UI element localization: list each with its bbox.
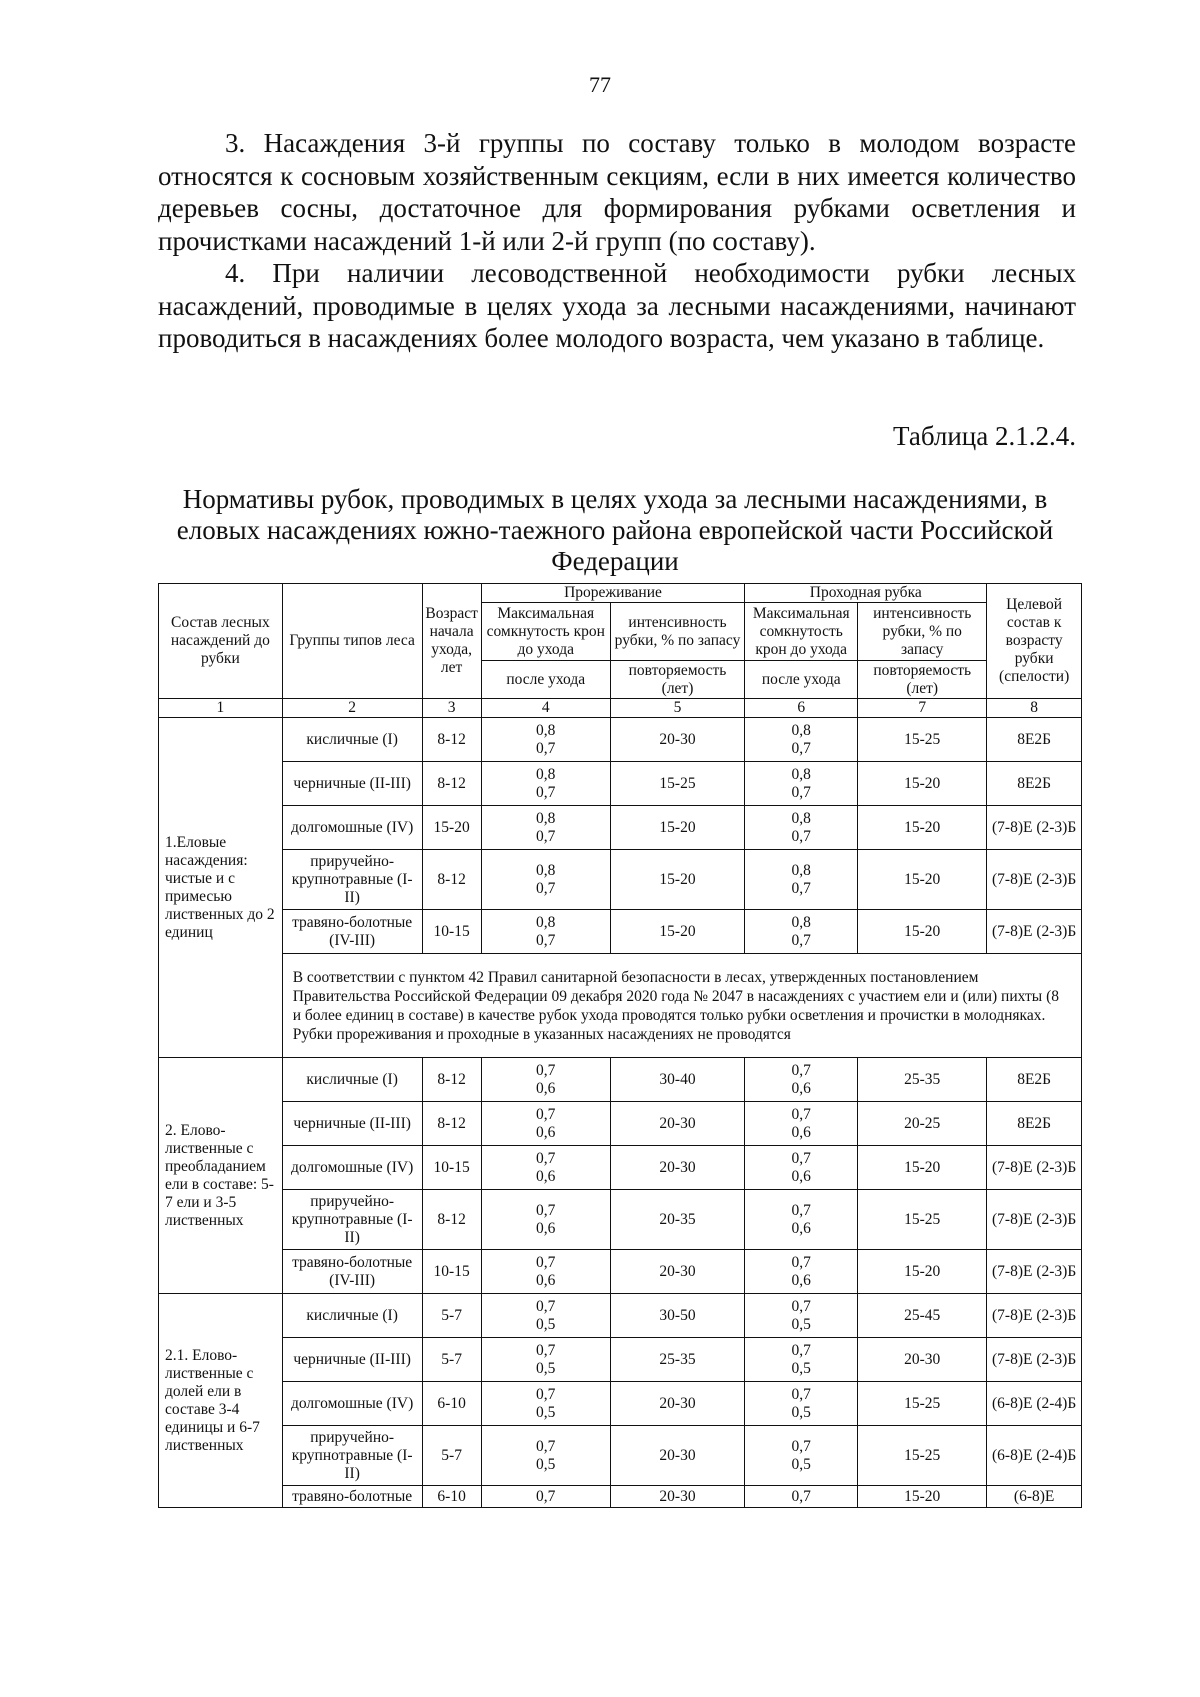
start-age: 5-7	[422, 1426, 481, 1486]
intensity: 25-35	[610, 1338, 744, 1382]
density-before: 0,7	[791, 1201, 811, 1219]
start-age: 6-10	[422, 1486, 481, 1508]
forest-type: приручейно-крупнотравные (I-II)	[282, 1426, 422, 1486]
density-after: 0,6	[536, 1271, 556, 1289]
density-cell	[481, 1426, 610, 1486]
density-cell	[481, 1294, 610, 1338]
target-composition: (7-8)Е (2-3)Б	[987, 1294, 1082, 1338]
target-composition: 8Е2Б	[987, 1058, 1082, 1102]
intensity: 15-20	[858, 1486, 987, 1508]
group-label-3: 2.1. Елово-лиственные с долей ели в составе 3-4 единицы и 6-7 лиственных	[159, 1294, 283, 1508]
density-cell	[745, 762, 858, 806]
target-composition: (7-8)Е (2-3)Б	[987, 910, 1082, 954]
density-after: 0,7	[536, 783, 556, 801]
table-title: Нормативы рубок, проводимых в целях ухода за лесными насаждениями, в еловых насаждениях южно-таежного района европейской части Российской Федерации	[176, 484, 1054, 576]
density-cell	[745, 1382, 858, 1426]
intensity: 20-30	[610, 1426, 744, 1486]
density-after: 0,6	[791, 1219, 811, 1237]
density-before: 0,7	[536, 1341, 556, 1359]
intensity: 15-25	[858, 1426, 987, 1486]
header-composition: Состав лесных насаждений до рубки	[159, 584, 283, 699]
forest-type: травяно-болотные (IV-III)	[282, 910, 422, 954]
col-number: 2	[282, 699, 422, 718]
table-row	[159, 1426, 1082, 1486]
density-before: 0,7	[791, 1149, 811, 1167]
density-after: 0,7	[791, 827, 811, 845]
forest-type: черничные (II-III)	[282, 1338, 422, 1382]
table-row	[159, 1486, 1082, 1508]
density-before: 0,8	[536, 809, 556, 827]
norms-table	[158, 583, 1082, 1508]
density-cell	[745, 1294, 858, 1338]
intensity: 15-25	[858, 1190, 987, 1250]
col-number: 3	[422, 699, 481, 718]
density-before: 0,7	[536, 1201, 556, 1219]
density-after: 0,6	[791, 1123, 811, 1141]
intensity: 20-30	[610, 1146, 744, 1190]
density-before: 0,8	[791, 809, 811, 827]
table-row	[159, 910, 1082, 954]
intensity: 15-25	[858, 718, 987, 762]
intensity: 20-30	[610, 1250, 744, 1294]
col-number: 6	[745, 699, 858, 718]
density-before: 0,8	[536, 913, 556, 931]
intensity: 20-30	[610, 1486, 744, 1508]
density-after: 0,5	[791, 1315, 811, 1333]
density-after: 0,5	[536, 1455, 556, 1473]
density-cell	[481, 1338, 610, 1382]
density-before: 0,7	[536, 1297, 556, 1315]
density-after: 0,7	[536, 931, 556, 949]
density-before: 0,8	[791, 861, 811, 879]
intensity: 25-35	[858, 1058, 987, 1102]
density-before: 0,7	[536, 1385, 556, 1403]
header-row-1	[159, 584, 1082, 603]
density-cell	[481, 1102, 610, 1146]
intensity: 20-30	[610, 1102, 744, 1146]
start-age: 8-12	[422, 1102, 481, 1146]
intensity: 15-20	[610, 850, 744, 910]
table-row	[159, 850, 1082, 910]
density-before: 0,7	[791, 1385, 811, 1403]
header-numbers-row	[159, 699, 1082, 718]
density-after: 0,5	[791, 1455, 811, 1473]
intensity: 15-20	[858, 1146, 987, 1190]
density-cell	[481, 910, 610, 954]
start-age: 15-20	[422, 806, 481, 850]
table-row	[159, 1146, 1082, 1190]
density-before: 0,7	[536, 1149, 556, 1167]
density-cell	[745, 1146, 858, 1190]
density-after: 0,7	[536, 827, 556, 845]
header-max-density-passage: Максимальная сомкнутость крон до ухода	[745, 603, 858, 661]
density-before: 0,8	[791, 765, 811, 783]
density-cell	[481, 1190, 610, 1250]
col-number: 4	[481, 699, 610, 718]
density-after: 0,6	[791, 1167, 811, 1185]
density-after: 0,7	[536, 739, 556, 757]
density-after: 0,6	[791, 1271, 811, 1289]
density-before: 0,7	[791, 1297, 811, 1315]
density-before: 0,7	[481, 1486, 610, 1508]
forest-type: травяно-болотные (IV-III)	[282, 1250, 422, 1294]
forest-type: травяно-болотные	[282, 1486, 422, 1508]
intensity: 15-20	[610, 806, 744, 850]
density-after: 0,7	[791, 739, 811, 757]
start-age: 8-12	[422, 1058, 481, 1102]
density-cell	[745, 1426, 858, 1486]
intensity: 30-50	[610, 1294, 744, 1338]
col-number: 1	[159, 699, 283, 718]
forest-type: кисличные (I)	[282, 1058, 422, 1102]
intensity: 15-25	[858, 1382, 987, 1426]
target-composition: (7-8)Е (2-3)Б	[987, 1250, 1082, 1294]
group-label-2: 2. Елово-лиственные с преобладанием ели в составе: 5-7 ели и 3-5 лиственных	[159, 1058, 283, 1294]
intensity: 15-25	[610, 762, 744, 806]
table-row	[159, 1190, 1082, 1250]
start-age: 10-15	[422, 910, 481, 954]
target-composition: (6-8)Е (2-4)Б	[987, 1426, 1082, 1486]
sanitary-note: В соответствии с пунктом 42 Правил санитарной безопасности в лесах, утвержденных постановлением Правительства Российской Федерации 09 декабря 2020 года № 2047 в насаждениях с участием ели и (или) пихты (8 и более единиц в составе) в качестве рубок ухода проводятся только рубки осветления и прочистки в молодняках. Рубки прореживания и проходные в указанных насаждениях не проводятся	[282, 954, 1081, 1058]
density-cell	[481, 762, 610, 806]
target-composition: 8Е2Б	[987, 1102, 1082, 1146]
density-before: 0,8	[536, 861, 556, 879]
intensity: 15-20	[858, 762, 987, 806]
density-cell	[745, 1058, 858, 1102]
density-after: 0,5	[536, 1315, 556, 1333]
table-row	[159, 1382, 1082, 1426]
start-age: 10-15	[422, 1250, 481, 1294]
header-after-care-passage: после ухода	[745, 661, 858, 699]
start-age: 5-7	[422, 1338, 481, 1382]
density-after: 0,7	[791, 931, 811, 949]
intensity: 20-30	[858, 1338, 987, 1382]
table-row	[159, 1102, 1082, 1146]
forest-type: приручейно-крупнотравные (I-II)	[282, 850, 422, 910]
forest-type: долгомошные (IV)	[282, 806, 422, 850]
density-after: 0,5	[536, 1359, 556, 1377]
density-after: 0,6	[791, 1079, 811, 1097]
header-max-density: Максимальная сомкнутость крон до ухода	[481, 603, 610, 661]
start-age: 8-12	[422, 850, 481, 910]
header-intensity: интенсивность рубки, % по запасу	[610, 603, 744, 661]
target-composition: (7-8)Е (2-3)Б	[987, 806, 1082, 850]
density-before: 0,7	[791, 1061, 811, 1079]
target-composition: (7-8)Е (2-3)Б	[987, 1338, 1082, 1382]
intensity: 15-20	[858, 1250, 987, 1294]
density-cell	[481, 850, 610, 910]
density-before: 0,7	[536, 1105, 556, 1123]
table-row	[159, 1250, 1082, 1294]
density-before: 0,7	[791, 1341, 811, 1359]
target-composition: (7-8)Е (2-3)Б	[987, 1146, 1082, 1190]
intensity: 20-30	[610, 1382, 744, 1426]
target-composition: (7-8)Е (2-3)Б	[987, 850, 1082, 910]
start-age: 8-12	[422, 718, 481, 762]
header-repeat-passage: повторяемость (лет)	[858, 661, 987, 699]
header-repeat: повторяемость (лет)	[610, 661, 744, 699]
intensity: 20-35	[610, 1190, 744, 1250]
target-composition: 8Е2Б	[987, 762, 1082, 806]
header-thinning: Прореживание	[481, 584, 745, 603]
col-number: 8	[987, 699, 1082, 718]
density-before: 0,7	[745, 1486, 858, 1508]
density-cell	[745, 718, 858, 762]
density-before: 0,8	[536, 765, 556, 783]
density-after: 0,7	[791, 879, 811, 897]
header-passage-cutting: Проходная рубка	[745, 584, 987, 603]
forest-type: кисличные (I)	[282, 1294, 422, 1338]
intensity: 15-20	[858, 850, 987, 910]
density-before: 0,7	[536, 1061, 556, 1079]
density-before: 0,8	[536, 721, 556, 739]
density-after: 0,5	[791, 1403, 811, 1421]
table-row	[159, 1294, 1082, 1338]
target-composition: (7-8)Е (2-3)Б	[987, 1190, 1082, 1250]
intensity: 20-25	[858, 1102, 987, 1146]
density-cell	[745, 1250, 858, 1294]
density-after: 0,5	[536, 1403, 556, 1421]
density-before: 0,8	[791, 721, 811, 739]
density-cell	[745, 1338, 858, 1382]
intensity: 15-20	[610, 910, 744, 954]
density-cell	[745, 806, 858, 850]
start-age: 6-10	[422, 1382, 481, 1426]
start-age: 10-15	[422, 1146, 481, 1190]
forest-type: черничные (II-III)	[282, 1102, 422, 1146]
paragraph-3: 3. Насаждения 3-й группы по составу только в молодом возрасте относятся к сосновым хозяйственным секциям, если в них имеется количество деревьев сосны, достаточное для формирования рубками осветления и прочистками насаждений 1-й или 2-й групп (по составу).	[158, 128, 1076, 256]
header-start-age: Возраст начала ухода, лет	[422, 584, 481, 699]
note-row	[159, 954, 1082, 1058]
col-number: 7	[858, 699, 987, 718]
density-cell	[481, 1058, 610, 1102]
density-cell	[745, 910, 858, 954]
density-cell	[481, 718, 610, 762]
target-composition: (6-8)Е (2-4)Б	[987, 1382, 1082, 1426]
density-cell	[745, 1190, 858, 1250]
header-forest-types: Группы типов леса	[282, 584, 422, 699]
density-cell	[745, 1102, 858, 1146]
target-composition: 8Е2Б	[987, 718, 1082, 762]
forest-type: долгомошные (IV)	[282, 1146, 422, 1190]
density-cell	[481, 1146, 610, 1190]
table-row	[159, 1338, 1082, 1382]
density-after: 0,6	[536, 1079, 556, 1097]
intensity: 25-45	[858, 1294, 987, 1338]
forest-type: кисличные (I)	[282, 718, 422, 762]
page-number: 77	[589, 72, 611, 97]
density-after: 0,5	[791, 1359, 811, 1377]
forest-type: черничные (II-III)	[282, 762, 422, 806]
density-after: 0,6	[536, 1123, 556, 1141]
density-cell	[481, 1250, 610, 1294]
paragraph-4: 4. При наличии лесоводственной необходимости рубки лесных насаждений, проводимые в целях ухода за лесными насаждениями, начинают проводиться в насаждениях более молодого возраста, чем указано в таблице.	[158, 258, 1076, 353]
start-age: 8-12	[422, 762, 481, 806]
start-age: 8-12	[422, 1190, 481, 1250]
start-age: 5-7	[422, 1294, 481, 1338]
density-cell	[481, 1382, 610, 1426]
density-cell	[481, 806, 610, 850]
table-row	[159, 718, 1082, 762]
intensity: 15-20	[858, 806, 987, 850]
table-row	[159, 806, 1082, 850]
density-after: 0,7	[791, 783, 811, 801]
header-intensity-passage: интенсивность рубки, % по запасу	[858, 603, 987, 661]
header-after-care: после ухода	[481, 661, 610, 699]
density-after: 0,6	[536, 1167, 556, 1185]
forest-type: приручейно-крупнотравные (I-II)	[282, 1190, 422, 1250]
table-row	[159, 1058, 1082, 1102]
table-label: Таблица 2.1.2.4.	[893, 421, 1076, 451]
col-number: 5	[610, 699, 744, 718]
density-before: 0,7	[536, 1253, 556, 1271]
intensity: 30-40	[610, 1058, 744, 1102]
forest-type: долгомошные (IV)	[282, 1382, 422, 1426]
density-before: 0,7	[791, 1253, 811, 1271]
intensity: 15-20	[858, 910, 987, 954]
density-cell	[745, 850, 858, 910]
density-before: 0,7	[791, 1437, 811, 1455]
density-after: 0,6	[536, 1219, 556, 1237]
density-before: 0,7	[536, 1437, 556, 1455]
target-composition: (6-8)Е	[987, 1486, 1082, 1508]
density-before: 0,8	[791, 913, 811, 931]
intensity: 20-30	[610, 718, 744, 762]
group-label-1: 1.Еловые насаждения: чистые и с примесью лиственных до 2 единиц	[159, 718, 283, 1058]
density-after: 0,7	[536, 879, 556, 897]
header-target-composition: Целевой состав к возрасту рубки (спелости)	[987, 584, 1082, 699]
density-before: 0,7	[791, 1105, 811, 1123]
table-row	[159, 762, 1082, 806]
